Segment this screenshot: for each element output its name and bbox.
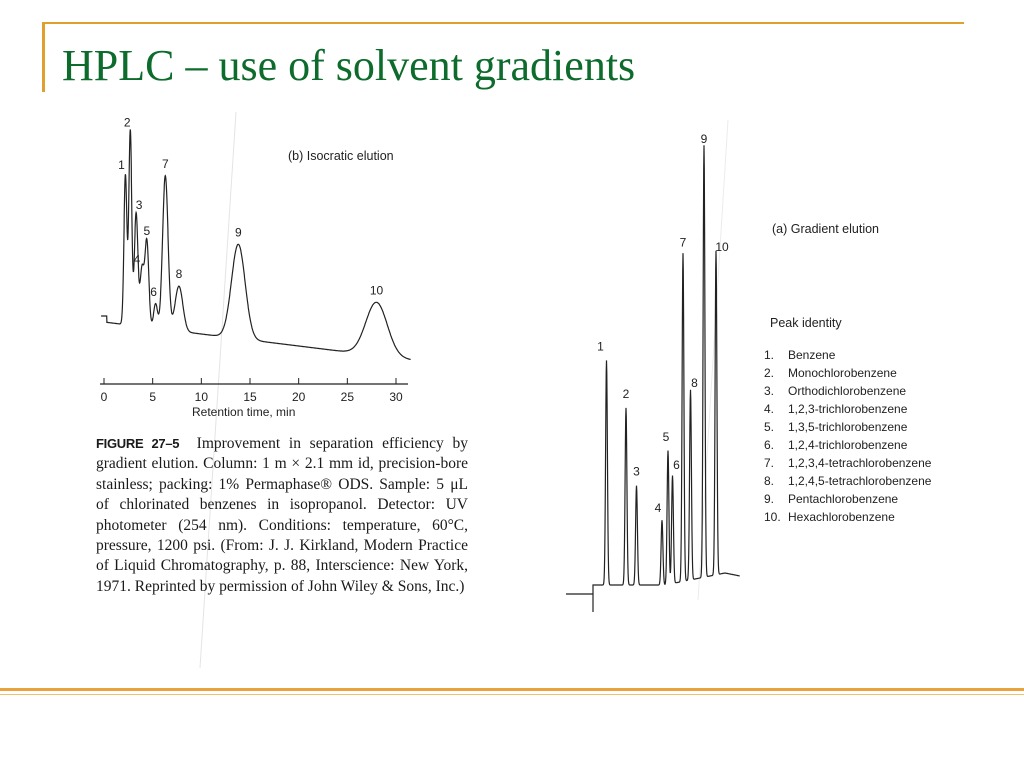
x-tick-label: 15 [243,390,257,404]
peak-identity-item [764,400,931,418]
peak-label: 6 [673,458,680,472]
peak-identity-item [764,508,931,526]
gradient-peak-labels [597,132,729,515]
peak-identity-item [764,436,931,454]
peak-label: 8 [175,267,183,282]
x-tick-label: 0 [100,390,108,404]
peak-label: 6 [150,284,157,299]
slide-title: HPLC – use of solvent gradients [62,41,636,90]
x-tick-label: 10 [194,390,209,404]
figure-caption [96,434,468,597]
peak-identity-number: 2. [764,366,775,380]
peak-label: 1 [118,157,125,172]
peak-identity-title: Peak identity [770,316,842,330]
peak-identity-name: 1,2,3,4-tetrachlorobenzene [788,456,932,470]
x-tick-label: 25 [340,390,355,404]
peak-label: 3 [633,464,640,479]
peak-identity-name: Monochlorobenzene [788,366,897,380]
bottom-rule [0,688,1024,691]
peak-label: 1 [597,339,604,354]
isocratic-peak-labels [118,115,383,298]
peak-identity-name: 1,2,3-trichlorobenzene [788,402,908,416]
peak-label: 4 [654,501,662,516]
isocratic-trace [101,130,411,360]
peak-label: 2 [123,115,131,130]
peak-identity-number: 6. [764,438,775,452]
x-tick-label: 5 [149,390,157,404]
peak-identity-name: 1,3,5-trichlorobenzene [788,420,908,434]
x-tick-label: 30 [389,390,403,404]
isocratic-x-label: Retention time, min [192,405,296,419]
peak-identity-name: 1,2,4-trichlorobenzene [788,438,908,452]
peak-identity-number: 4. [764,402,775,416]
peak-identity-number: 9. [764,492,775,506]
peak-label: 10 [369,283,384,298]
peak-identity-name: 1,2,4,5-tetrachlorobenzene [788,474,932,488]
peak-identity-item [764,472,931,490]
peak-label: 9 [700,132,708,146]
peak-label: 5 [143,224,151,239]
peak-identity-name: Hexachlorobenzene [788,510,895,524]
peak-identity-number: 5. [764,420,775,434]
peak-label: 9 [234,225,242,240]
peak-identity-number: 7. [764,456,775,470]
isocratic-chart-title: (b) Isocratic elution [288,149,394,163]
peak-label: 8 [691,375,698,390]
peak-identity-number: 1. [764,348,775,362]
peak-identity-item [764,454,931,472]
bottom-rule-thin [0,694,1024,695]
peak-label: 2 [622,386,630,401]
gradient-chart-title: (a) Gradient elution [772,222,880,236]
peak-identity-item [764,364,931,382]
peak-label: 4 [133,252,141,267]
peak-label: 7 [679,235,687,250]
peak-identity-number: 10. [764,510,781,524]
isocratic-chart [100,115,411,419]
peak-label: 7 [161,156,169,171]
peak-label: 3 [135,198,143,213]
peak-label: 10 [715,240,729,254]
gradient-trace [566,145,740,612]
peak-identity-item [764,382,931,400]
x-tick-label: 20 [291,390,306,404]
peak-identity-item [764,490,931,508]
gradient-chart [566,132,740,612]
peak-identity-name: Benzene [788,348,836,362]
peak-label: 5 [662,430,670,445]
peak-identity-number: 3. [764,384,775,398]
peak-identity-list [764,346,931,526]
peak-identity-name: Pentachlorobenzene [788,492,899,506]
caption-text: Improvement in separation efficiency by gradient elution. Column: 1 m × 2.1 mm id, precision-bore stainless; packing: 1% Permaphase® ODS. Sample: 5 μL of chlorinated benzenes in isopropanol. Detector: UV photometer (254 nm). Conditions: temperature, 60°C, pressure, 1200 psi. (From: J. J. Kirkland, Modern Practice of Liquid Chromatography, p. 88, Interscience: New York, 1971. Reprinted by permission of John Wiley & Sons, Inc.) [96,435,469,595]
peak-identity-item [764,346,931,364]
peak-identity-name: Orthodichlorobenzene [788,384,907,398]
peak-identity-item [764,418,931,436]
isocratic-x-ticks [101,378,403,404]
peak-identity-number: 8. [764,474,775,488]
figure-label: FIGURE 27–5 [96,436,180,451]
